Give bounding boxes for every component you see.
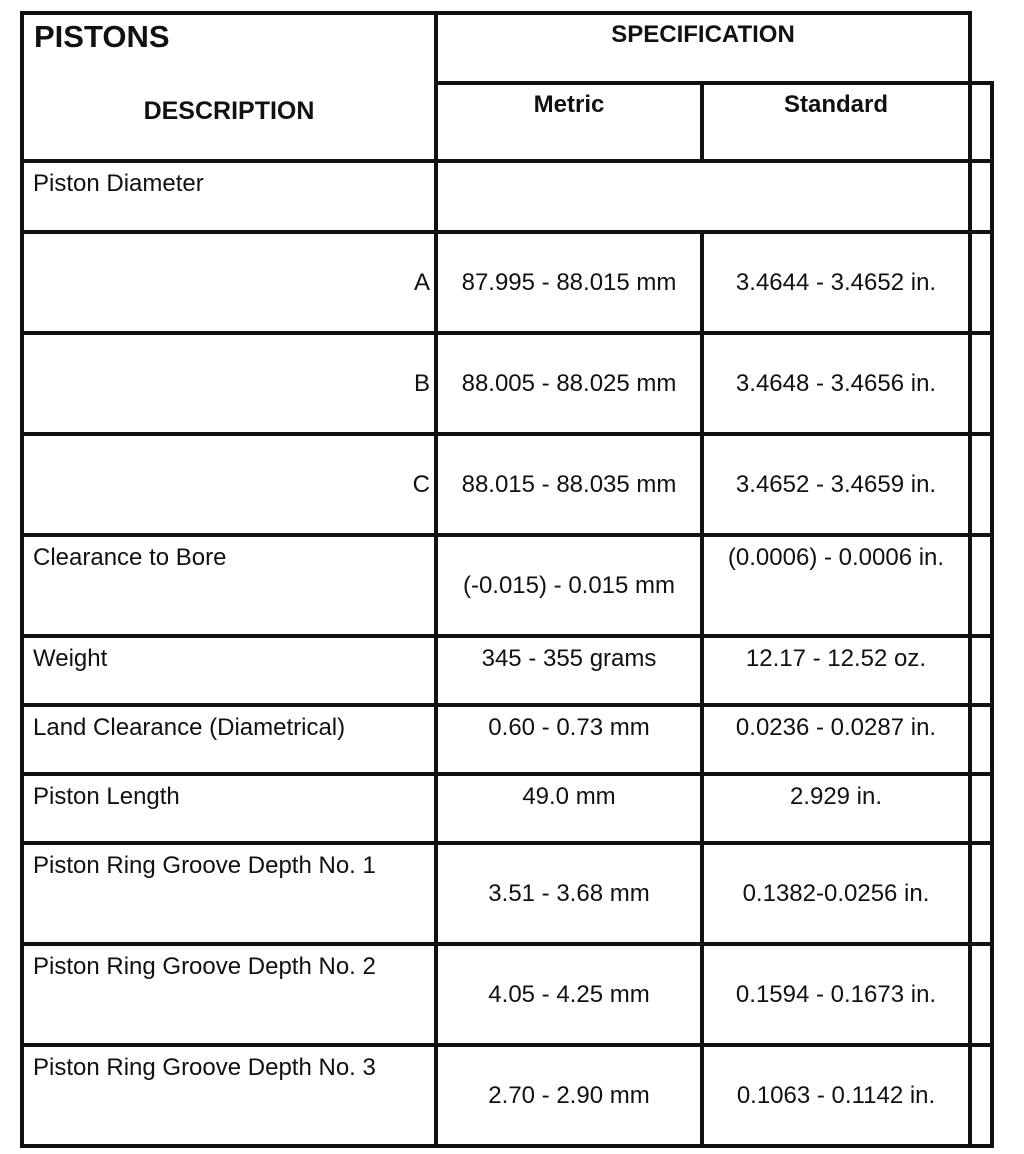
standard-cell: 0.1063 - 0.1142 in. — [702, 1045, 970, 1146]
table-row — [22, 705, 992, 774]
spacer-cell — [970, 13, 992, 83]
description-cell: C — [22, 434, 436, 535]
table-row — [22, 843, 992, 944]
metric-cell: 88.015 - 88.035 mm — [436, 434, 702, 535]
metric-cell: 88.005 - 88.025 mm — [436, 333, 702, 434]
extra-cell — [970, 843, 992, 944]
table-row — [22, 232, 992, 333]
table-row — [22, 535, 992, 636]
title-cell — [22, 13, 436, 161]
extra-cell — [970, 636, 992, 705]
table-row — [22, 636, 992, 705]
table-row — [22, 161, 992, 232]
description-cell: Piston Ring Groove Depth No. 3 — [22, 1045, 436, 1146]
standard-cell: 0.1594 - 0.1673 in. — [702, 944, 970, 1045]
description-cell: Piston Length — [22, 774, 436, 843]
extra-cell — [970, 1045, 992, 1146]
metric-cell: 49.0 mm — [436, 774, 702, 843]
description-cell: Weight — [22, 636, 436, 705]
pistons-spec-table — [20, 11, 994, 1148]
table-row — [22, 434, 992, 535]
description-cell: Piston Diameter — [22, 161, 436, 232]
metric-cell: 4.05 - 4.25 mm — [436, 944, 702, 1045]
metric-cell: 3.51 - 3.68 mm — [436, 843, 702, 944]
standard-cell: 3.4644 - 3.4652 in. — [702, 232, 970, 333]
table-row — [22, 1045, 992, 1146]
description-cell: Land Clearance (Diametrical) — [22, 705, 436, 774]
specification-header: SPECIFICATION — [436, 13, 970, 83]
extra-cell — [970, 705, 992, 774]
extra-cell — [970, 434, 992, 535]
extra-cell — [970, 944, 992, 1045]
metric-cell: 345 - 355 grams — [436, 636, 702, 705]
metric-cell: 2.70 - 2.90 mm — [436, 1045, 702, 1146]
metric-cell — [436, 161, 970, 232]
table-row — [22, 774, 992, 843]
table-row — [22, 333, 992, 434]
description-cell: Clearance to Bore — [22, 535, 436, 636]
standard-cell: 0.0236 - 0.0287 in. — [702, 705, 970, 774]
standard-cell: 3.4652 - 3.4659 in. — [702, 434, 970, 535]
extra-cell — [970, 774, 992, 843]
header-row-1 — [22, 13, 992, 83]
standard-cell: 0.1382-0.0256 in. — [702, 843, 970, 944]
standard-cell: 12.17 - 12.52 oz. — [702, 636, 970, 705]
extra-cell — [970, 83, 992, 161]
description-cell: B — [22, 333, 436, 434]
standard-cell: 3.4648 - 3.4656 in. — [702, 333, 970, 434]
standard-header: Standard — [702, 83, 970, 161]
table-title: PISTONS — [34, 19, 170, 54]
extra-cell — [970, 333, 992, 434]
extra-cell — [970, 232, 992, 333]
metric-cell: (-0.015) - 0.015 mm — [436, 535, 702, 636]
description-cell: Piston Ring Groove Depth No. 1 — [22, 843, 436, 944]
extra-cell — [970, 535, 992, 636]
standard-cell: (0.0006) - 0.0006 in. — [702, 535, 970, 636]
description-cell: A — [22, 232, 436, 333]
metric-cell: 87.995 - 88.015 mm — [436, 232, 702, 333]
metric-header: Metric — [436, 83, 702, 161]
extra-cell — [970, 161, 992, 232]
standard-cell: 2.929 in. — [702, 774, 970, 843]
table-row — [22, 944, 992, 1045]
description-header: DESCRIPTION — [143, 97, 315, 125]
description-cell: Piston Ring Groove Depth No. 2 — [22, 944, 436, 1045]
metric-cell: 0.60 - 0.73 mm — [436, 705, 702, 774]
